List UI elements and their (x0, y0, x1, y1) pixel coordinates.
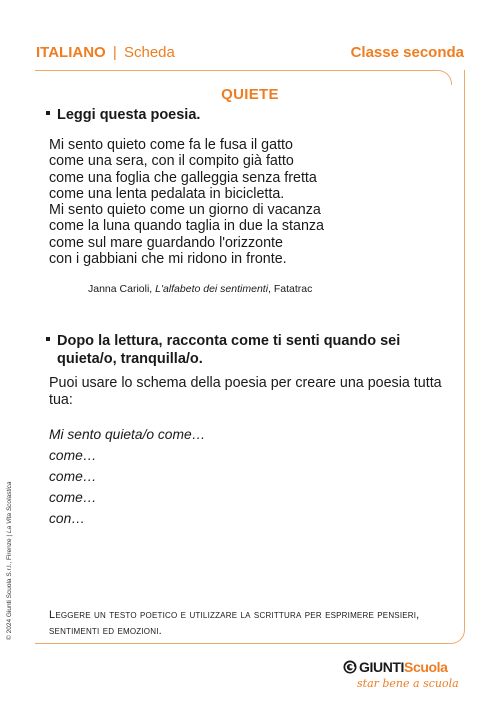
instruction-write (46, 332, 400, 368)
instruction-write-line1: Dopo la lettura, racconta come ti senti quando sei (57, 333, 401, 349)
template-line: come… (49, 448, 97, 463)
magazine-name: La Vita Scolastica (6, 481, 13, 534)
template-line: come… (49, 469, 97, 484)
instruction-write-line2: quieta/o, tranquilla/o. (57, 351, 203, 367)
publisher-logo (343, 657, 463, 697)
template-line: Mi sento quieta/o come… (49, 427, 206, 442)
poem-publisher: , Fatatrac (268, 283, 313, 295)
grade-label: Classe seconda (350, 44, 464, 61)
worksheet-title: QUIETE (221, 86, 279, 103)
logo-brand-orange: Scuola (404, 659, 448, 675)
logo-brand (359, 659, 448, 675)
template-line: con… (49, 511, 86, 526)
poem-line: come una sera, con il compito già fatto (49, 153, 294, 170)
giunti-logo-icon (343, 660, 357, 674)
poem-line: come la luna quando taglia in due la stanza (49, 218, 325, 235)
poem-template (49, 424, 205, 529)
bullet-icon (46, 337, 50, 341)
learning-objective: Leggere un testo poetico e utilizzare la scrittura per esprimere pensieri, sentimenti ed emozioni. (49, 609, 420, 637)
template-line: come… (49, 490, 97, 505)
poem-book: L'alfabeto dei sentimenti (155, 283, 269, 295)
poem-line: con i gabbiani che mi ridono in fronte. (49, 251, 287, 268)
instruction-paragraph: Puoi usare lo schema della poesia per creare una poesia tutta tua: (49, 375, 442, 408)
logo-tagline: star bene a scuola (357, 677, 459, 690)
worksheet-frame-top (35, 70, 452, 85)
instruction-read-text: Leggi questa poesia. (57, 107, 201, 123)
logo-brand-black: GIUNTI (359, 659, 405, 675)
header-separator: | (112, 44, 117, 61)
bullet-icon (46, 111, 50, 115)
instruction-read (46, 106, 200, 124)
worksheet-label: Scheda (123, 44, 175, 61)
copyright-text: © 2024 Giunti Scuola S.r.l., Firenze | (6, 533, 13, 640)
poem (49, 137, 324, 267)
poem-line: come sul mare guardando l'orizzonte (49, 234, 283, 251)
poem-line: Mi sento quieto come fa le fusa il gatto (49, 137, 293, 153)
subject-label: ITALIANO (36, 44, 106, 61)
poem-line: Mi sento quieto come un giorno di vacanza (49, 202, 321, 219)
poem-line: come una lenta pedalata in bicicletta. (49, 185, 285, 202)
poem-line: come una foglia che galleggia senza fretta (49, 169, 317, 186)
poem-author: Janna Carioli, (88, 283, 156, 295)
copyright-notice (6, 450, 16, 640)
poem-credit (88, 283, 312, 295)
page-header (36, 44, 464, 66)
